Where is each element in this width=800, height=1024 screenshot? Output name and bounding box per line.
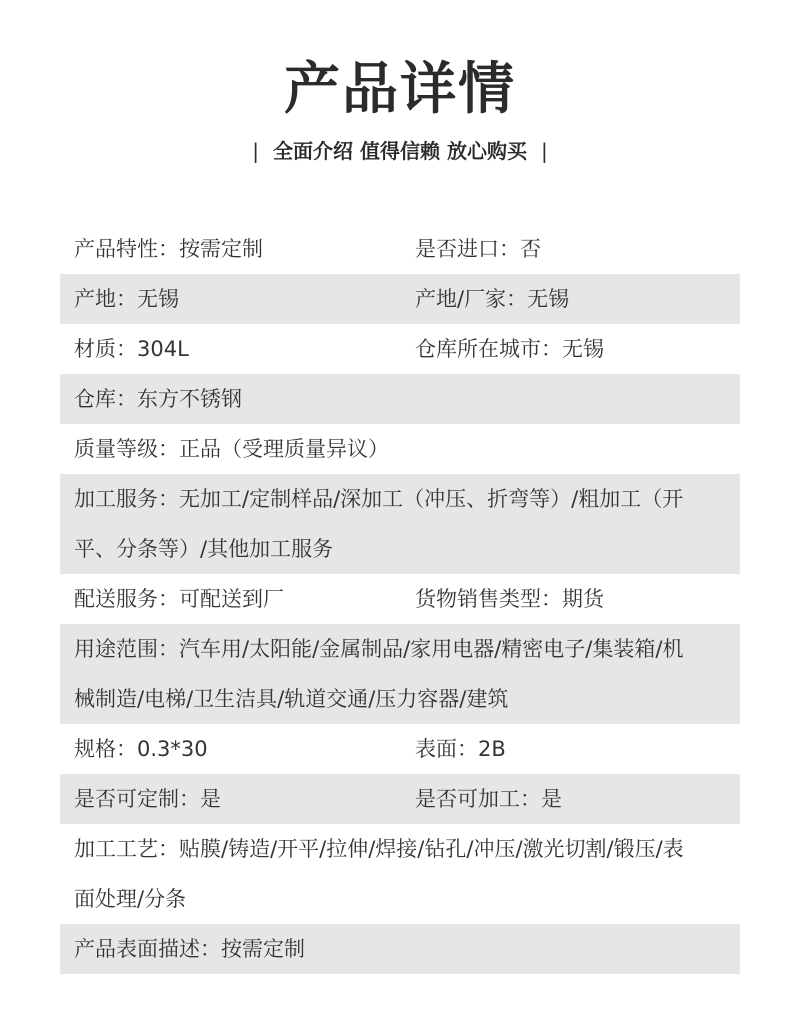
spec-cell: 规格：0.3*30 [74,737,208,761]
spec-cell: 用途范围：汽车用/太阳能/金属制品/家用电器/精密电子/集装箱/机械制造/电梯/卫生洁具/轨道交通/压力容器/建筑 [74,637,684,711]
divider-right: | [540,139,548,163]
page-subtitle [0,136,800,166]
spec-cell: 是否可加工：是 [415,787,562,811]
spec-cell: 产品特性：按需定制 [74,237,263,261]
spec-row [60,324,740,374]
spec-cell: 仓库所在城市：无锡 [415,337,604,361]
spec-row [60,274,740,324]
spec-cell: 加工服务：无加工/定制样品/深加工（冲压、折弯等）/粗加工（开平、分条等）/其他加工服务 [74,487,684,561]
spec-row [60,224,740,274]
spec-row [60,374,740,424]
spec-row [60,774,740,824]
spec-cell: 产品表面描述：按需定制 [74,937,305,961]
spec-row [60,574,740,624]
spec-cell: 是否进口：否 [415,237,541,261]
spec-cell: 材质：304L [74,337,189,361]
spec-row [60,474,740,574]
spec-cell: 质量等级：正品（受理质量异议） [74,437,389,461]
spec-row [60,824,740,924]
spec-cell: 表面：2B [415,737,506,761]
spec-row [60,424,740,474]
spec-cell: 产地/厂家：无锡 [415,287,570,311]
spec-cell: 仓库：东方不锈钢 [74,387,242,411]
spec-cell: 货物销售类型：期货 [415,587,604,611]
spec-row [60,624,740,724]
spec-cell: 加工工艺：贴膜/铸造/开平/拉伸/焊接/钻孔/冲压/激光切割/锻压/表面处理/分条 [74,837,684,911]
product-spec-table [60,224,740,974]
spec-cell: 是否可定制：是 [74,787,221,811]
spec-cell: 产地：无锡 [74,287,179,311]
divider-left: | [252,139,260,163]
page-title: 产品详情 [284,57,516,122]
subtitle-text: 全面介绍 值得信赖 放心购买 [273,139,527,163]
spec-row [60,724,740,774]
spec-cell: 配送服务：可配送到厂 [74,587,284,611]
spec-row [60,924,740,974]
